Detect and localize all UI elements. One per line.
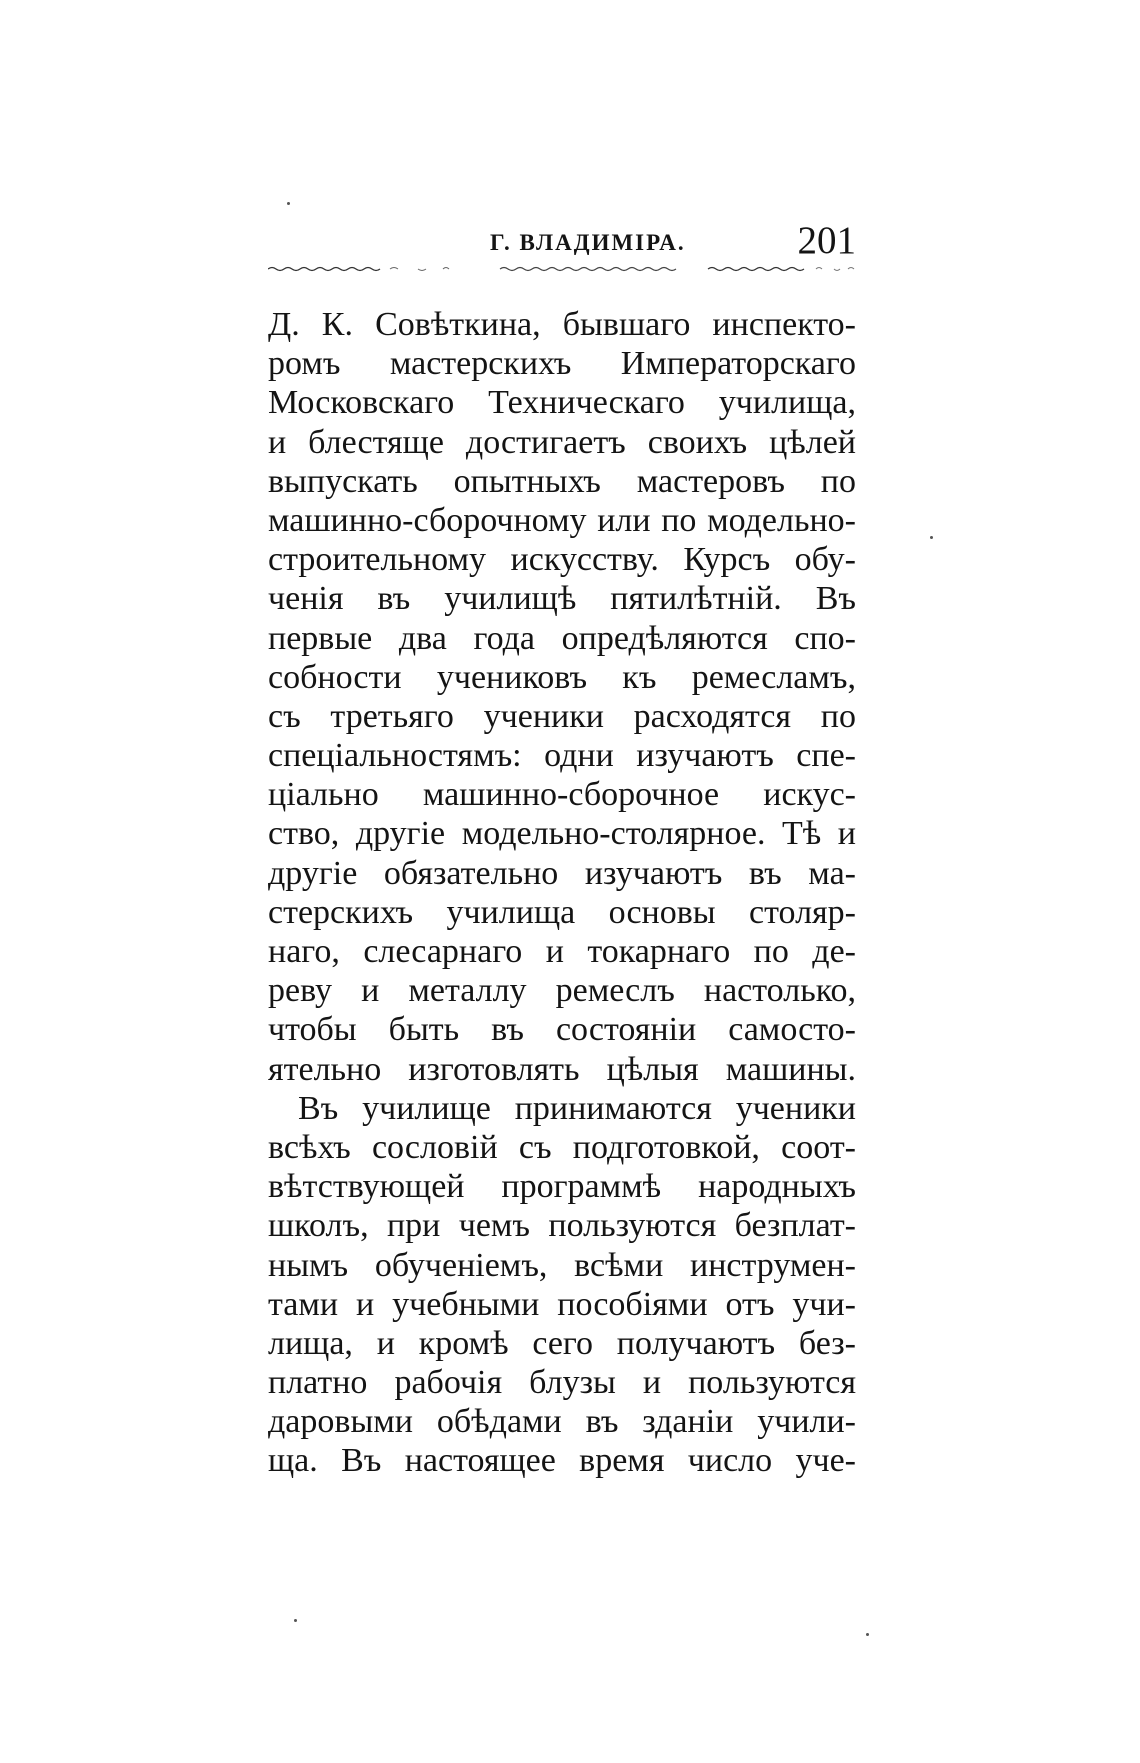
text-line: всѣхъ сословій съ подготовкой, соот- <box>268 1128 856 1166</box>
page-header <box>268 219 856 274</box>
text-line: ромъ мастерскихъ Императорскаго <box>268 345 856 383</box>
text-line: нымъ обученіемъ, всѣми инструмен- <box>268 1246 856 1284</box>
scan-speck <box>294 1619 297 1622</box>
text-line: другіе обязательно изучаютъ въ ма- <box>268 854 856 892</box>
text-line: ціально машинно-сборочное искус- <box>268 776 856 814</box>
text-line: чтобы быть въ состояніи самосто- <box>268 1011 856 1049</box>
text-line: школъ, при чемъ пользуются безплат- <box>268 1207 856 1245</box>
text-line: ченія въ училищѣ пятилѣтній. Въ <box>268 580 856 618</box>
body-text <box>268 305 856 1481</box>
text-line: тами и учебными пособіями отъ учи- <box>268 1285 856 1323</box>
text-line: Московскаго Техническаго училища, <box>268 384 856 422</box>
text-line: платно рабочія блузы и пользуются <box>268 1364 856 1402</box>
text-line: вѣтствующей программѣ народныхъ <box>268 1168 856 1206</box>
text-line: ща. Въ настоящее время число уче- <box>268 1442 856 1480</box>
header-ornamental-rule <box>268 266 856 272</box>
text-line: даровыми обѣдами въ зданіи учили- <box>268 1403 856 1441</box>
text-line: ятельно изготовлять цѣлыя машины. <box>268 1050 856 1088</box>
text-line: спеціальностямъ: одни изучаютъ спе- <box>268 737 856 775</box>
text-line: наго, слесарнаго и токарнаго по де- <box>268 933 856 970</box>
text-line: Д. К. Совѣткина, бывшаго инспекто- <box>268 306 856 343</box>
text-line: ство, другіе модельно-столярное. Тѣ и <box>268 815 856 853</box>
text-line: съ третьяго ученики расходятся по <box>268 697 856 735</box>
page-number: 201 <box>797 219 856 262</box>
text-line: строительному искусству. Курсъ обу- <box>268 541 856 579</box>
scan-speck <box>287 202 290 205</box>
text-line: и блестяще достигаетъ своихъ цѣлей <box>268 423 856 461</box>
scan-speck <box>866 1633 869 1636</box>
text-line: Въ училище принимаются ученики <box>298 1089 856 1127</box>
text-line: стерскихъ училища основы столяр- <box>268 893 856 931</box>
scan-speck <box>930 536 933 539</box>
running-title: Г. ВЛАДИМІРА. <box>490 230 686 255</box>
text-line: собности учениковъ къ ремесламъ, <box>268 658 856 696</box>
text-line: реву и металлу ремеслъ настолько, <box>268 972 856 1010</box>
text-line: выпускать опытныхъ мастеровъ по <box>268 462 856 500</box>
text-line: машинно-сборочному или по модельно- <box>268 501 856 539</box>
text-line: первые два года опредѣляются спо- <box>268 619 856 657</box>
text-line: лища, и кромѣ сего получаютъ без- <box>268 1324 856 1362</box>
